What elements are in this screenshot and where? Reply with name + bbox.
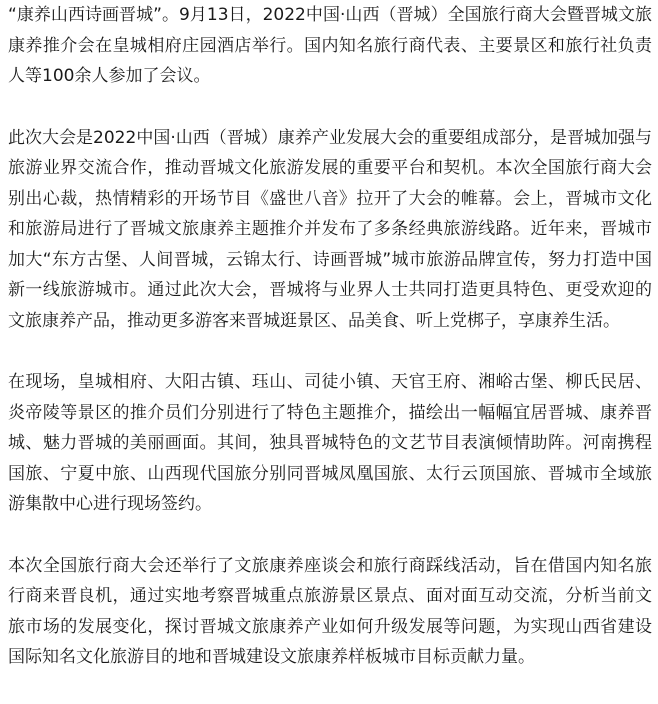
article-paragraph-1: “康养山西诗画晋城”。9月13日，2022中国·山西（晋城）全国旅行商大会暨晋城文旅康养推介会在皇城相府庄园酒店举行。国内知名旅行商代表、主要景区和旅行社负责人等100余人参加了会议。 bbox=[8, 5, 652, 86]
article-paragraph-4: 本次全国旅行商大会还举行了文旅康养座谈会和旅行商踩线活动，旨在借国内知名旅行商来晋良机，通过实地考察晋城重点旅游景区景点、面对面互动交流，分析当前文旅市场的发展变化，探讨晋城文旅康养产业如何升级发展等问题，为实现山西省建设国际知名文化旅游目的地和晋城建设文旅康养样板城市目标贡献力量。 bbox=[8, 555, 652, 667]
article-paragraph-3: 在现场，皇城相府、大阳古镇、珏山、司徒小镇、天官王府、湘峪古堡、柳氏民居、炎帝陵等景区的推介员们分别进行了特色主题推介，描绘出一幅幅宜居晋城、康养晋城、魅力晋城的美丽画面。其间，独具晋城特色的文艺节目表演倾情助阵。河南携程国旅、宁夏中旅、山西现代国旅分别同晋城凤凰国旅、太行云顶国旅、晋城市全域旅游集散中心进行现场签约。 bbox=[8, 372, 652, 514]
article-body bbox=[8, 0, 652, 704]
article-paragraph-2: 此次大会是2022中国·山西（晋城）康养产业发展大会的重要组成部分，是晋城加强与旅游业界交流合作，推动晋城文化旅游发展的重要平台和契机。本次全国旅行商大会别出心裁，热情精彩的开场节目《盛世八音》拉开了大会的帷幕。会上，晋城市文化和旅游局进行了晋城文旅康养主题推介并发布了多条经典旅游线路。近年来，晋城市加大“东方古堡、人间晋城，云锦太行、诗画晋城”城市旅游品牌宣传，努力打造中国新一线旅游城市。通过此次大会，晋城将与业界人士共同打造更具特色、更受欢迎的文旅康养产品，推动更多游客来晋城逛景区、品美食、听上党梆子，享康养生活。 bbox=[8, 127, 652, 331]
